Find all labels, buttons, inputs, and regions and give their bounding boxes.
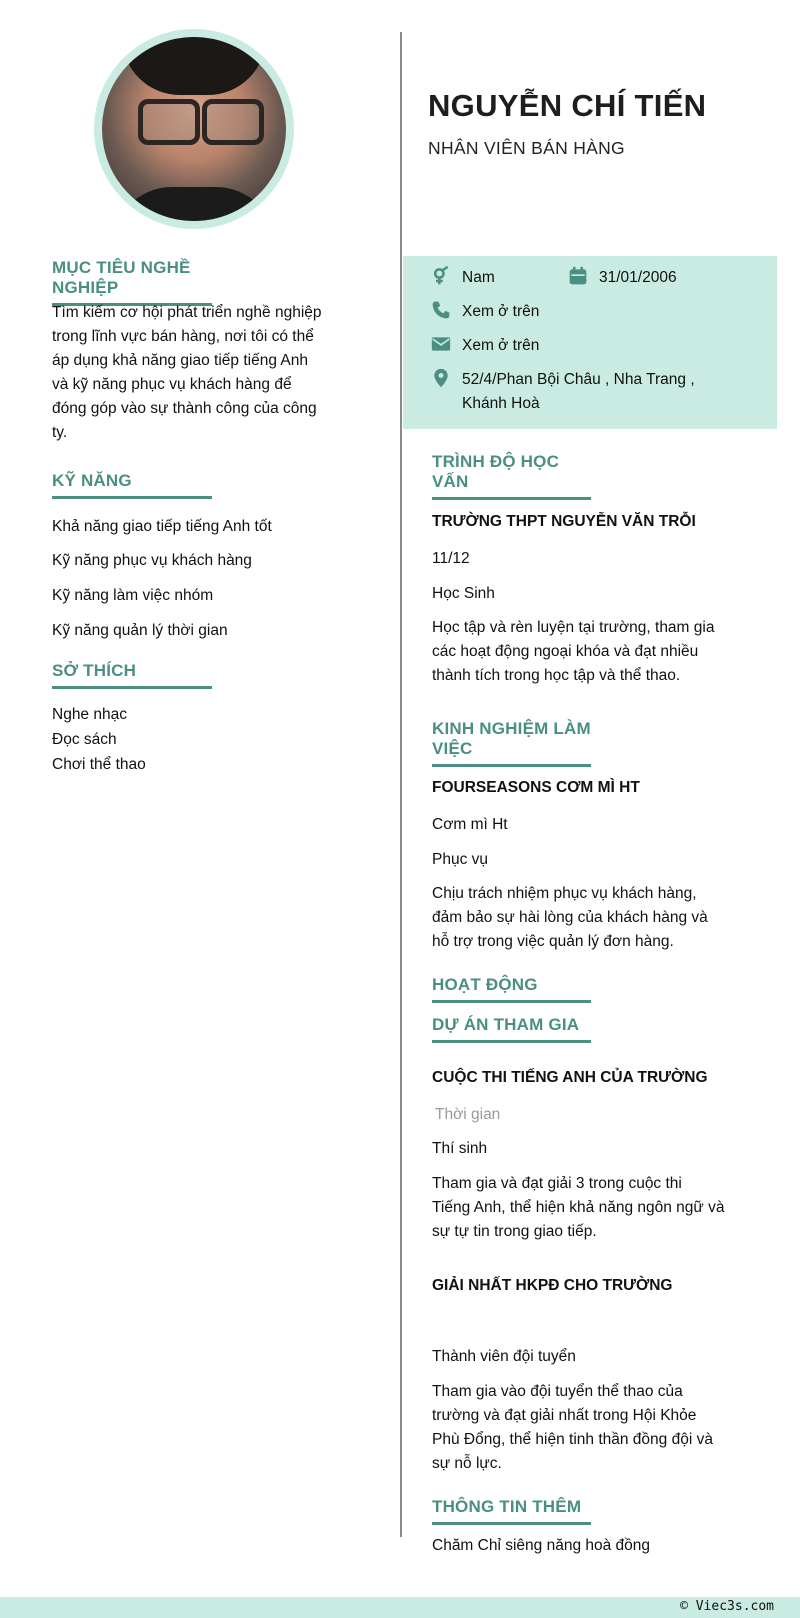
project-desc-line: sự tự tin trong giao tiếp. xyxy=(432,1223,597,1240)
education-desc-line: thành tích trong học tập và thể thao. xyxy=(432,667,681,684)
project-desc-line: trường và đạt giải nhất trong Hội Khỏe xyxy=(432,1407,697,1424)
objective-text xyxy=(52,301,352,445)
school-role: Học Sinh xyxy=(432,585,495,602)
gender-icon xyxy=(431,266,451,286)
project-role: Thành viên đội tuyển xyxy=(432,1348,576,1365)
location-icon xyxy=(431,368,451,388)
hobby-item: Chơi thể thao xyxy=(52,756,146,773)
education-title: TRÌNH ĐỘ HỌC VẤN xyxy=(432,452,591,500)
phone-icon xyxy=(431,300,451,320)
education-desc-line: các hoạt động ngoại khóa và đạt nhiều xyxy=(432,643,699,660)
hobby-item: Đọc sách xyxy=(52,731,117,748)
skill-item: Kỹ năng quản lý thời gian xyxy=(52,622,228,639)
projects-title: DỰ ÁN THAM GIA xyxy=(432,1015,591,1043)
footer-credit[interactable]: © Viec3s.com xyxy=(680,1599,774,1614)
calendar-icon xyxy=(568,266,588,286)
project-desc-line: Tham gia vào đội tuyển thể thao của xyxy=(432,1383,683,1400)
company-name: FOURSEASONS CƠM MÌ HT xyxy=(432,779,640,796)
avatar-ring xyxy=(94,29,294,229)
avatar-hair xyxy=(122,37,266,95)
extra-text: Chăm Chỉ siêng năng hoà đồng xyxy=(432,1537,651,1554)
project-time: Thời gian xyxy=(435,1106,501,1123)
project-desc-line: sự nỗ lực. xyxy=(432,1455,502,1472)
birthdate-value: 31/01/2006 xyxy=(599,269,677,286)
skills-title: KỸ NĂNG xyxy=(52,471,212,499)
project-desc-line: Tiếng Anh, thể hiện khả năng ngôn ngữ và xyxy=(432,1199,725,1216)
gender-value: Nam xyxy=(462,269,495,286)
avatar-shirt xyxy=(112,187,276,221)
objective-line: ty. xyxy=(52,424,68,441)
avatar-glasses-right xyxy=(202,99,264,145)
avatar-glasses-left xyxy=(138,99,200,145)
skill-item: Kỹ năng phục vụ khách hàng xyxy=(52,552,252,569)
address-line: Khánh Hoà xyxy=(462,395,540,412)
project-name: CUỘC THI TIẾNG ANH CỦA TRƯỜNG xyxy=(432,1069,708,1086)
activities-title: HOẠT ĐỘNG xyxy=(432,975,591,1003)
objective-title: MỤC TIÊU NGHỀ NGHIỆP xyxy=(52,258,212,306)
phone-value: Xem ở trên xyxy=(462,303,540,320)
education-desc xyxy=(432,616,772,688)
project-desc xyxy=(432,1380,772,1476)
project-desc-line: Tham gia và đạt giải 3 trong cuộc thi xyxy=(432,1175,682,1192)
skill-item: Kỹ năng làm việc nhóm xyxy=(52,587,214,604)
objective-line: trong lĩnh vực bán hàng, nơi tôi có thể xyxy=(52,328,314,345)
extra-title: THÔNG TIN THÊM xyxy=(432,1497,591,1525)
project-desc xyxy=(432,1172,772,1244)
email-value: Xem ở trên xyxy=(462,337,540,354)
education-desc-line: Học tập và rèn luyện tại trường, tham gia xyxy=(432,619,715,636)
objective-line: và kỹ năng phục vụ khách hàng để xyxy=(52,376,292,393)
experience-desc xyxy=(432,882,772,954)
avatar xyxy=(102,37,286,221)
candidate-name: NGUYỄN CHÍ TIẾN xyxy=(428,88,707,123)
email-icon xyxy=(431,334,451,354)
objective-line: Tìm kiếm cơ hội phát triển nghề nghiệp xyxy=(52,304,322,321)
contact-panel xyxy=(403,256,777,429)
address-line: 52/4/Phan Bội Châu , Nha Trang , xyxy=(462,371,695,388)
project-desc-line: Phù Đổng, thể hiện tinh thần đồng đội và xyxy=(432,1431,713,1448)
experience-desc-line: hỗ trợ trong việc quản lý đơn hàng. xyxy=(432,933,674,950)
job-title: NHÂN VIÊN BÁN HÀNG xyxy=(428,138,625,158)
experience-desc-line: Chịu trách nhiệm phục vụ khách hàng, xyxy=(432,885,697,902)
work-position: Phục vụ xyxy=(432,851,489,868)
skill-item: Khả năng giao tiếp tiếng Anh tốt xyxy=(52,518,272,535)
objective-line: đóng góp vào sự thành công của công xyxy=(52,400,317,417)
school-grade: 11/12 xyxy=(432,550,470,567)
experience-desc-line: đảm bảo sự hài lòng của khách hàng và xyxy=(432,909,708,926)
project-role: Thí sinh xyxy=(432,1140,488,1157)
hobby-item: Nghe nhạc xyxy=(52,706,127,723)
project-name: GIẢI NHẤT HKPĐ CHO TRƯỜNG xyxy=(432,1277,673,1294)
hobbies-title: SỞ THÍCH xyxy=(52,661,212,689)
work-place: Cơm mì Ht xyxy=(432,816,508,833)
objective-line: áp dụng khả năng giao tiếp tiếng Anh xyxy=(52,352,308,369)
experience-title: KINH NGHIỆM LÀM VIỆC xyxy=(432,719,591,767)
footer-bar xyxy=(0,1597,800,1618)
school-name: TRƯỜNG THPT NGUYỄN VĂN TRỖI xyxy=(432,513,696,530)
column-divider xyxy=(400,32,402,1537)
